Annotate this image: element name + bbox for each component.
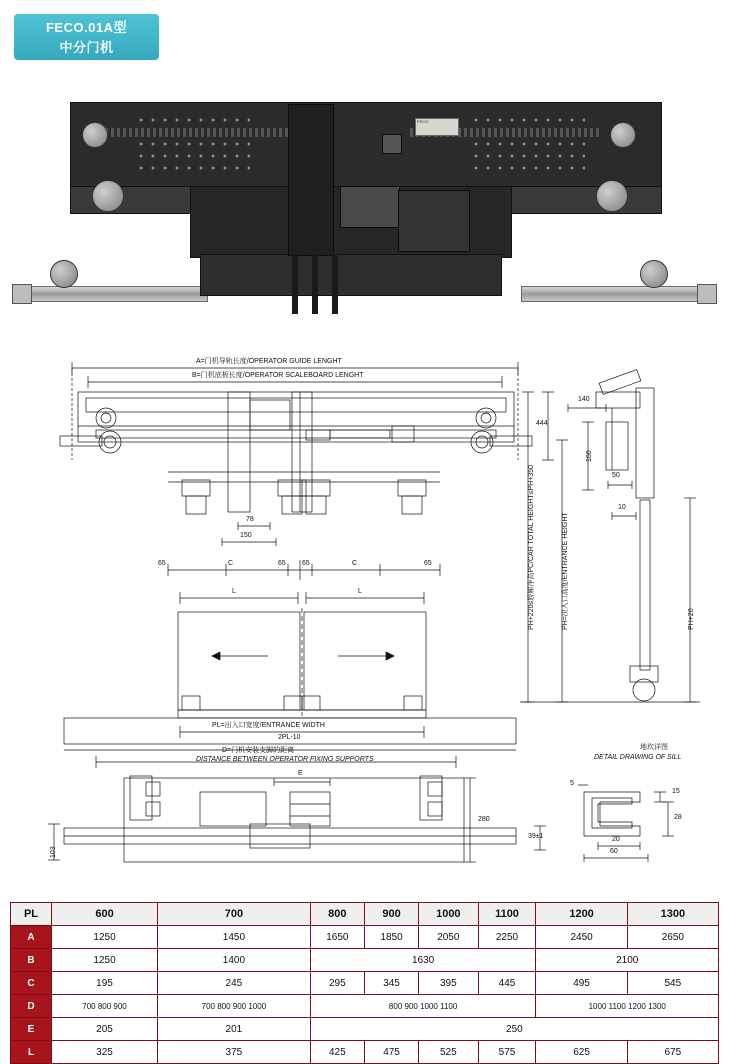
- dim-78: 78: [246, 516, 254, 523]
- product-photo: [10, 86, 719, 316]
- dim-150: 150: [240, 532, 252, 539]
- table-cell: 675: [627, 1041, 718, 1064]
- label-pl-dimension: PL=出入口宽度/ENTRANCE WIDTH: [212, 722, 325, 729]
- roller-left-lower: [92, 180, 124, 212]
- technical-drawing: [0, 330, 729, 890]
- roller-rail-left: [50, 260, 78, 288]
- dim-sill-60: 60: [610, 848, 618, 855]
- dim-39: 39±1: [528, 833, 544, 840]
- table-cell: 395: [419, 972, 478, 995]
- dim-l-1: L: [232, 588, 236, 595]
- dim-sill-28: 28: [674, 814, 682, 821]
- table-row-label: D: [11, 995, 52, 1018]
- table-row-label: A: [11, 926, 52, 949]
- roller-right-lower: [596, 180, 628, 212]
- brand-label: FECO: [415, 118, 459, 136]
- table-cell: 2050: [419, 926, 478, 949]
- model-badge: [14, 14, 159, 60]
- label-ph-20: PH+20: [688, 608, 695, 630]
- dim-65-d: 65: [424, 560, 432, 567]
- door-hanger-mid: [312, 254, 318, 314]
- dim-140: 140: [578, 396, 590, 403]
- table-cell: 525: [419, 1041, 478, 1064]
- rail-end-cap-right: [697, 284, 717, 304]
- table-cell: 1450: [158, 926, 311, 949]
- table-row-label: C: [11, 972, 52, 995]
- model-line-2: 中分门机: [59, 40, 114, 55]
- dim-sill-5: 5: [570, 780, 574, 787]
- motor-bracket: [288, 104, 334, 256]
- table-cell: 1250: [52, 949, 158, 972]
- dim-10: 10: [618, 504, 626, 511]
- dim-280: 280: [478, 816, 490, 823]
- roller-rail-right: [640, 260, 668, 288]
- table-cell: 195: [52, 972, 158, 995]
- table-cell: 625: [536, 1041, 627, 1064]
- drive-belt-left: [105, 128, 315, 137]
- table-cell: 205: [52, 1018, 158, 1041]
- table-cell: 1400: [158, 949, 311, 972]
- table-cell: 1300: [627, 903, 718, 926]
- table-cell: 425: [310, 1041, 364, 1064]
- table-cell: 201: [158, 1018, 311, 1041]
- label-a-dimension: A=门机导轨长度/OPERATOR GUIDE LENGHT: [196, 358, 342, 365]
- dim-sill-20: 20: [612, 836, 620, 843]
- dim-444: 444: [536, 420, 548, 427]
- table-cell: 2650: [627, 926, 718, 949]
- table-row: [11, 972, 719, 995]
- label-b-dimension: B=门机底板长度/OPERATOR SCALEBOARD LENGHT: [192, 372, 364, 379]
- perforated-plate-right: [470, 114, 585, 174]
- table-cell: 545: [627, 972, 718, 995]
- table-cell: 1650: [310, 926, 364, 949]
- dim-103: 103: [50, 846, 57, 858]
- table-row-label: E: [11, 1018, 52, 1041]
- table-cell: 700: [158, 903, 311, 926]
- dim-65-a: 65: [158, 560, 166, 567]
- label-d-dimension-cn: D=门机安装支脚的距离: [222, 747, 295, 754]
- table-cell: 375: [158, 1041, 311, 1064]
- table-row: [11, 1041, 719, 1064]
- dim-160: 160: [586, 450, 593, 462]
- table-cell: 445: [478, 972, 536, 995]
- table-row-label: B: [11, 949, 52, 972]
- table-cell: 1000 1100 1200 1300: [536, 995, 719, 1018]
- table-row: [11, 995, 719, 1018]
- table-cell: 295: [310, 972, 364, 995]
- table-cell: 700 800 900 1000: [158, 995, 311, 1018]
- table-cell: 1000: [419, 903, 478, 926]
- table-cell: 800 900 1000 1100: [310, 995, 536, 1018]
- table-cell: 1100: [478, 903, 536, 926]
- label-sill-en: DETAIL DRAWING OF SILL: [594, 754, 682, 761]
- table-cell: 900: [364, 903, 418, 926]
- table-cell: 2100: [536, 949, 719, 972]
- table-cell: 2450: [536, 926, 627, 949]
- specification-table: [10, 902, 719, 1064]
- table-cell: 495: [536, 972, 627, 995]
- table-cell: 1630: [310, 949, 536, 972]
- table-row: [11, 1018, 719, 1041]
- guide-rail-left: [16, 286, 208, 302]
- limit-switch: [382, 134, 402, 154]
- table-cell: 2250: [478, 926, 536, 949]
- drawing-svg: [0, 330, 729, 890]
- door-hanger-left: [292, 254, 298, 314]
- dim-50: 50: [612, 472, 620, 479]
- table-cell: 600: [52, 903, 158, 926]
- label-sill-cn: 地坎详图: [640, 744, 668, 751]
- guide-rail-right: [521, 286, 713, 302]
- table-cell: 1850: [364, 926, 418, 949]
- perforated-plate-left: [135, 114, 250, 174]
- table-row-label: PL: [11, 903, 52, 926]
- table-row-label: L: [11, 1041, 52, 1064]
- table-row: [11, 903, 719, 926]
- dim-l-2: L: [358, 588, 362, 595]
- table-row: [11, 949, 719, 972]
- dim-e: E: [298, 770, 303, 777]
- label-ph-entrance: PH=出入口高度/ENTRANCE HEIGHT: [562, 512, 569, 630]
- dim-c-1: C: [228, 560, 234, 567]
- table-row: [11, 926, 719, 949]
- pulley-left-upper: [82, 122, 108, 148]
- dim-c-2: C: [352, 560, 358, 567]
- model-line-1: FECO.01A型: [45, 20, 128, 35]
- controller-box: [398, 190, 470, 252]
- dim-65-b: 65: [278, 560, 286, 567]
- table-cell: 1250: [52, 926, 158, 949]
- table-cell: 250: [310, 1018, 718, 1041]
- table-cell: 475: [364, 1041, 418, 1064]
- label-d-dimension-en: DISTANCE BETWEEN OPERATOR FIXING SUPPORTS: [196, 756, 374, 763]
- pulley-right-upper: [610, 122, 636, 148]
- rail-end-cap-left: [12, 284, 32, 304]
- label-ph-total: PH+220≤轿厢净高PC/CAR TOTAL HEIGHT≤PH+350: [528, 465, 535, 630]
- table-cell: 800: [310, 903, 364, 926]
- motor-body: [340, 186, 400, 228]
- table-cell: 245: [158, 972, 311, 995]
- door-hanger-right: [332, 254, 338, 314]
- table-cell: 325: [52, 1041, 158, 1064]
- center-lower-plate: [200, 254, 502, 296]
- table-cell: 1200: [536, 903, 627, 926]
- dim-sill-15: 15: [672, 788, 680, 795]
- table-cell: 575: [478, 1041, 536, 1064]
- table-cell: 345: [364, 972, 418, 995]
- table-cell: 700 800 900: [52, 995, 158, 1018]
- label-2pl-10: 2PL-10: [278, 734, 301, 741]
- dim-65-c: 65: [302, 560, 310, 567]
